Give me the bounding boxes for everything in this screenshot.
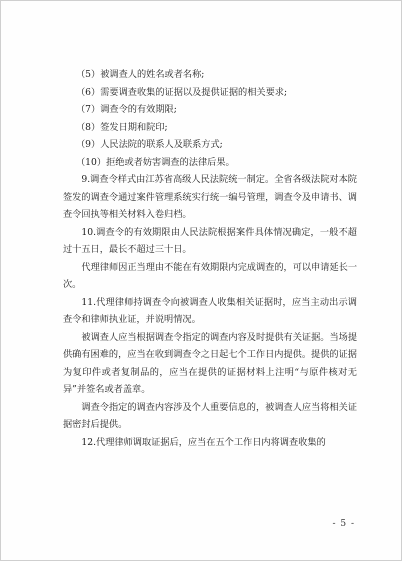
paragraph-sealed-evidence: 调查令指定的调查内容涉及个人重要信息的，被调查人应当将相关证据密封后提供。: [63, 401, 358, 430]
list-item: （5）被调查人的姓名或者名称;: [76, 69, 205, 80]
paragraph-article-12: 12.代理律师调取证据后，应当在五个工作日内将调查收集的: [81, 436, 326, 448]
paragraph-article-11: 11.代理律师持调查令向被调查人收集相关证据时，应当主动出示调查令和律师执业证，并说明情况。: [63, 296, 357, 325]
page-number: - 5 -: [332, 519, 355, 529]
list-item: （8）签发日期和院印;: [76, 121, 168, 133]
list-item: （9）人民法院的联系人及联系方式;: [76, 139, 223, 150]
list-item: （10）拒绝或者妨害调查的法律后果。: [76, 156, 235, 168]
document-body: [63, 66, 357, 451]
list-item: （7）调查令的有效期限;: [76, 104, 177, 115]
list-item: （6）需要调查收集的证据以及提供证据的相关要求;: [76, 86, 288, 98]
paragraph-extension: 代理律师因正当理由不能在有效期限内完成调查的，可以申请延长一次。: [63, 261, 358, 290]
paragraph-article-10: 10.调查令的有效期限由人民法院根据案件具体情况确定，一般不超过十五日，最长不超过三十日。: [63, 226, 357, 255]
paragraph-evidence-provision: 被调查人应当根据调查令指定的调查内容及时提供有关证据。当场提供确有困难的，应当在收到调查令之日起七个工作日内提供。提供的证据为复印件或者复制品的，应当在提供的证据材料上注明“与原件核对无异”并签名或者盖章。: [63, 331, 358, 395]
paragraph-article-9: 9.调查令样式由江苏省高级人民法院统一制定。全省各级法院对本院签发的调查令通过案件管理系统实行统一编号管理，调查令及申请书、调查令回执等相关材料入卷归档。: [63, 174, 357, 220]
